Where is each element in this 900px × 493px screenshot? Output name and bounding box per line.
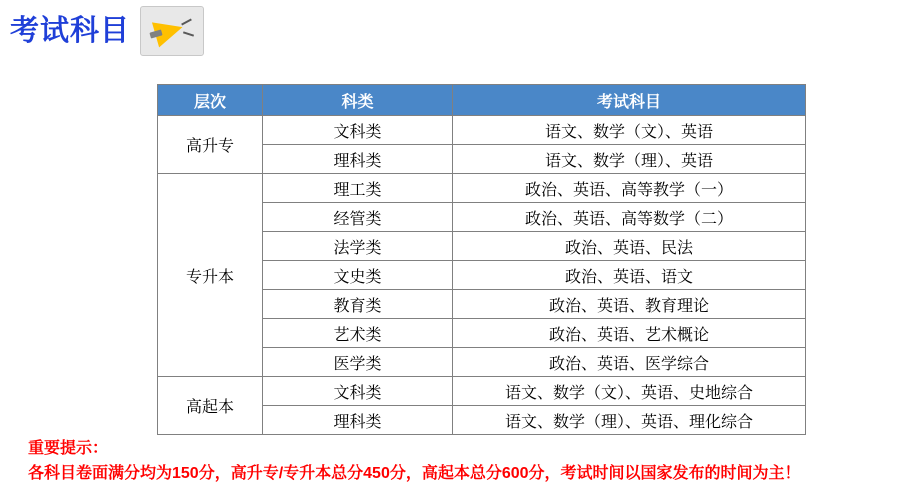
category-cell: 医学类 bbox=[263, 348, 453, 377]
subjects-cell: 语文、数学（理）、英语、理化综合 bbox=[453, 406, 806, 435]
subjects-cell: 政治、英语、医学综合 bbox=[453, 348, 806, 377]
subjects-cell: 政治、英语、语文 bbox=[453, 261, 806, 290]
subjects-cell: 政治、英语、民法 bbox=[453, 232, 806, 261]
megaphone-icon bbox=[140, 6, 204, 56]
column-header-subjects: 考试科目 bbox=[453, 85, 806, 116]
category-cell: 理工类 bbox=[263, 174, 453, 203]
category-cell: 法学类 bbox=[263, 232, 453, 261]
notes-title: 重要提示： bbox=[28, 440, 109, 457]
table-header-row bbox=[158, 85, 806, 116]
subjects-cell: 政治、英语、艺术概论 bbox=[453, 319, 806, 348]
table-row bbox=[158, 174, 806, 203]
subjects-cell: 政治、英语、高等教学（一） bbox=[453, 174, 806, 203]
megaphone-sound-line-1 bbox=[181, 19, 192, 26]
subjects-cell: 语文、数学（文）、英语 bbox=[453, 116, 806, 145]
category-cell: 艺术类 bbox=[263, 319, 453, 348]
page-title: 考试科目 bbox=[10, 14, 131, 47]
exam-subjects-table bbox=[157, 84, 806, 435]
column-header-level: 层次 bbox=[158, 85, 263, 116]
level-cell: 专升本 bbox=[158, 174, 263, 377]
category-cell: 经管类 bbox=[263, 203, 453, 232]
category-cell: 文科类 bbox=[263, 116, 453, 145]
important-notes bbox=[28, 437, 801, 487]
subjects-cell: 语文、数学（理）、英语 bbox=[453, 145, 806, 174]
subjects-cell: 政治、英语、教育理论 bbox=[453, 290, 806, 319]
subjects-cell: 语文、数学（文）、英语、史地综合 bbox=[453, 377, 806, 406]
subjects-cell: 政治、英语、高等数学（二） bbox=[453, 203, 806, 232]
level-cell: 高升专 bbox=[158, 116, 263, 174]
notes-body: 各科目卷面满分均为150分，高升专/专升本总分450分，高起本总分600分，考试时间以国家发布的时间为主！ bbox=[28, 465, 801, 482]
table-row bbox=[158, 377, 806, 406]
category-cell: 教育类 bbox=[263, 290, 453, 319]
level-cell: 高起本 bbox=[158, 377, 263, 435]
category-cell: 文科类 bbox=[263, 377, 453, 406]
title-area bbox=[10, 6, 204, 56]
category-cell: 文史类 bbox=[263, 261, 453, 290]
category-cell: 理科类 bbox=[263, 406, 453, 435]
column-header-category: 科类 bbox=[263, 85, 453, 116]
category-cell: 理科类 bbox=[263, 145, 453, 174]
table-row bbox=[158, 116, 806, 145]
